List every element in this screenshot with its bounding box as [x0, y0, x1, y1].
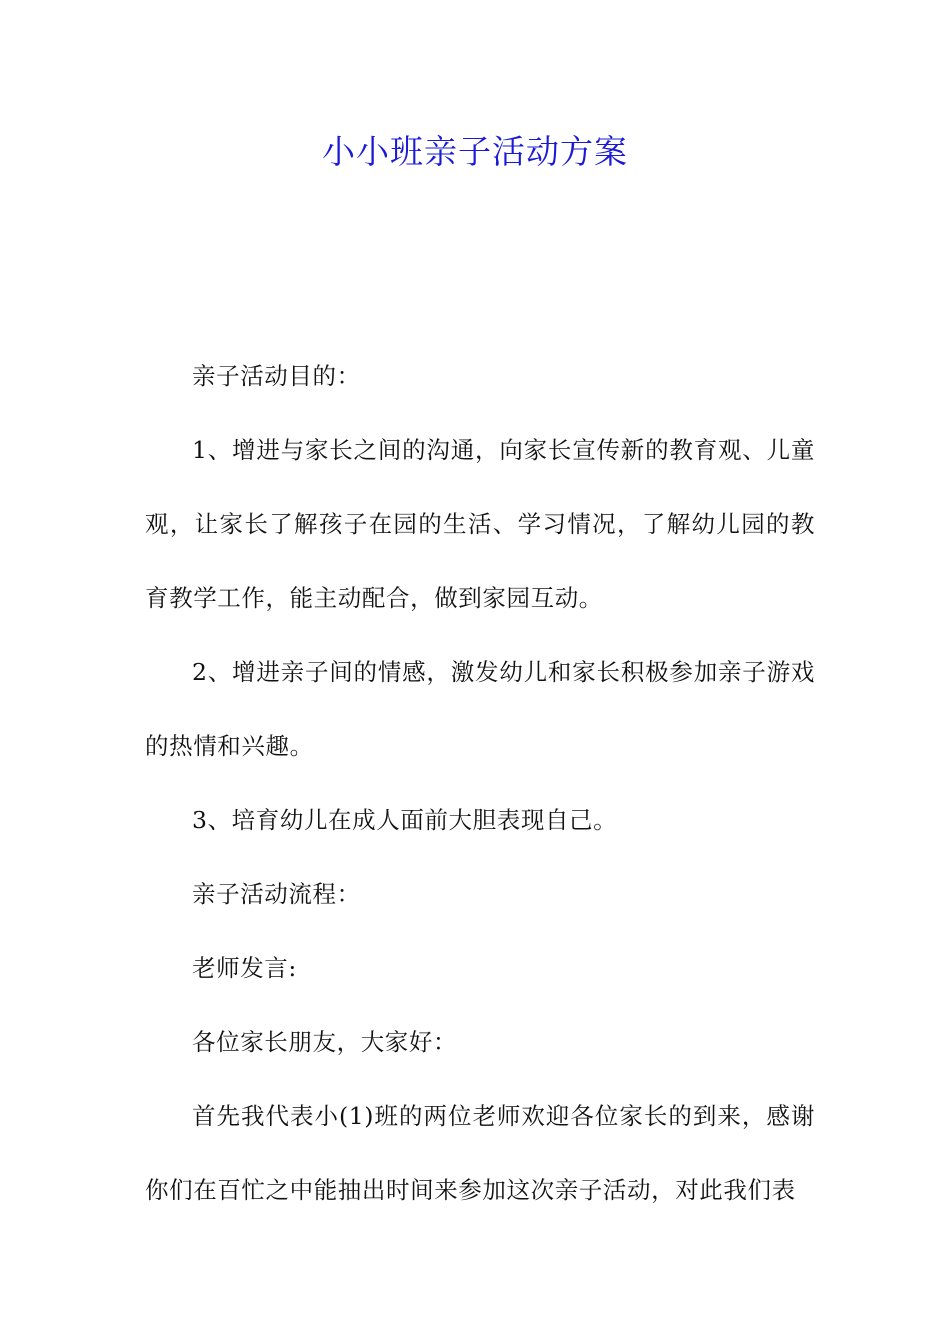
paragraph-welcome: 首先我代表小(1)班的两位老师欢迎各位家长的到来，感谢你们在百忙之中能抽出时间来参加这次亲子活动，对此我们表: [145, 1102, 815, 1204]
document-title: 小小班亲子活动方案: [322, 132, 628, 171]
paragraph-purpose-1: 1、增进与家长之间的沟通，向家长宣传新的教育观、儿童观，让家长了解孩子在园的生活、学习情况，了解幼儿园的教育教学工作，能主动配合，做到家园互动。: [145, 436, 815, 612]
paragraph-process-heading: 亲子活动流程：: [192, 880, 361, 908]
paragraph-greeting: 各位家长朋友，大家好：: [192, 1028, 458, 1056]
paragraph-purpose-heading: 亲子活动目的：: [192, 362, 361, 390]
paragraph-purpose-3: 3、培育幼儿在成人面前大胆表现自己。: [192, 806, 618, 834]
paragraph-teacher-speech: 老师发言:: [192, 954, 297, 982]
paragraph-purpose-2: 2、增进亲子间的情感，激发幼儿和家长积极参加亲子游戏的热情和兴趣。: [145, 658, 815, 760]
document-body: [145, 339, 815, 1227]
